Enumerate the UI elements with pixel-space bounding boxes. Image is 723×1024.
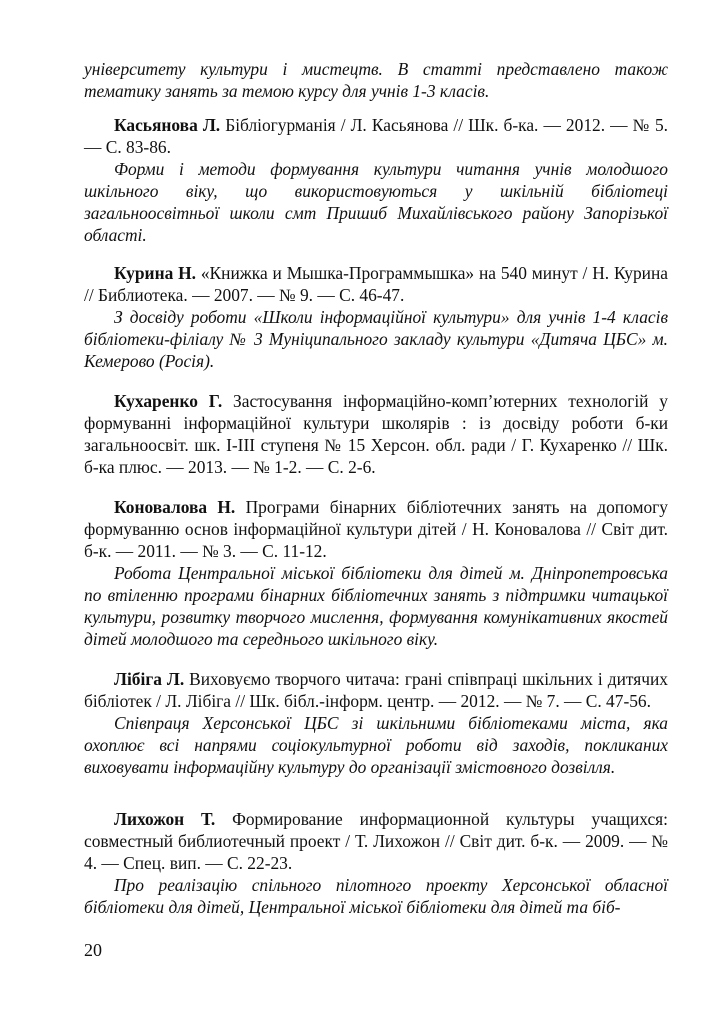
bibliography-entry [84,496,668,650]
entry-citation [84,496,668,562]
bibliography-entry [84,390,668,478]
entry-citation-text: Застосування інформаційно-комп’ютерних технологій у формуванні інформаційної культури школярів : із досвіду роботи б-ки загальноосвіт. шк. І-ІІІ ступеня № 15 Херсон. обл. ради / Г. Кухаренко // Шк. б-ка плюс. — 2013. — № 1-2. — С. 2-6. [84,391,668,477]
bibliography-entry [84,114,668,246]
entry-annotation: Про реалізацію спільного пілотного проекту Херсонської обласної бібліотеки для дітей, Центральної міської бібліотеки для дітей та біб- [84,875,668,917]
entry-author: Курина Н. [114,263,197,283]
entry-citation-text: Програми бінарних бібліотечних занять на допомогу формуванню основ інформаційної культури дітей / Н. Коновалова // Світ дит. б-к. — 2011. — № 3. — С. 11-12. [84,497,668,561]
entry-author: Кухаренко Г. [114,391,223,411]
entry-citation [84,668,668,712]
entry-citation [84,390,668,478]
entry-citation [84,808,668,874]
entry-annotation: Співпраця Херсонської ЦБС зі шкільними бібліотеками міста, яка охоплює всі напрями соціокультурної роботи від заходів, покликаних виховувати інформаційну культуру до організації змістовного дозвілля. [84,713,668,777]
entry-citation-text: Виховуємо творчого читача: грані співпраці шкільних і дитячих бібліотек / Л. Лібіга // Шк. бібл.-інформ. центр. — 2012. — № 7. — С. 47-56. [84,669,668,711]
bibliography-entry [84,668,668,778]
entry-annotation: Робота Центральної міської бібліотеки для дітей м. Дніпропетровська по втіленню програми бінарних бібліотечних занять з підтримки читацької культури, розвитку творчого мислення, формування комунікативних якостей дітей молодшого та середнього шкільного віку. [84,563,668,649]
page-content [84,58,668,936]
entry-annotation: З досвіду роботи «Школи інформаційної культури» для учнів 1-4 класів бібліотеки-філіалу № 3 Муніципального закладу культури «Дитяча ЦБС» м. Кемерово (Росія). [84,307,668,371]
entry-citation [84,114,668,158]
entry-author: Лібіга Л. [114,669,185,689]
entry-citation [84,262,668,306]
entry-author: Коновалова Н. [114,497,236,517]
bibliography-entry [84,262,668,372]
entry-annotation: Форми і методи формування культури читання учнів молодшого шкільного віку, що використовуються у шкільній бібліотеці загальноосвітньої школи смт Пришиб Михайлівського району Запорізької області. [84,159,668,245]
entry-citation-text: Бібліогурманія / Л. Касьянова // Шк. б-ка. — 2012. — № 5. — С. 83-86. [84,115,669,157]
entry-author: Касьянова Л. [114,115,221,135]
entry-citation-text: Формирование информационной культуры учащихся: совместный библиотечный проект / Т. Лихожон // Світ дит. б-к. — 2009. — № 4. — Спец. вип. — С. 22-23. [84,809,668,873]
bibliography-entry [84,808,668,918]
page-number: 20 [84,940,102,960]
annotation-continuation: університету культури і мистецтв. В статті представлено також тематику занять за темою курсу для учнів 1-3 класів. [84,59,668,101]
entry-author: Лихожон Т. [114,809,216,829]
entry-citation-text: «Книжка и Мышка-Программышка» на 540 минут / Н. Курина // Библиотека. — 2007. — № 9. — С. 46-47. [84,263,668,305]
